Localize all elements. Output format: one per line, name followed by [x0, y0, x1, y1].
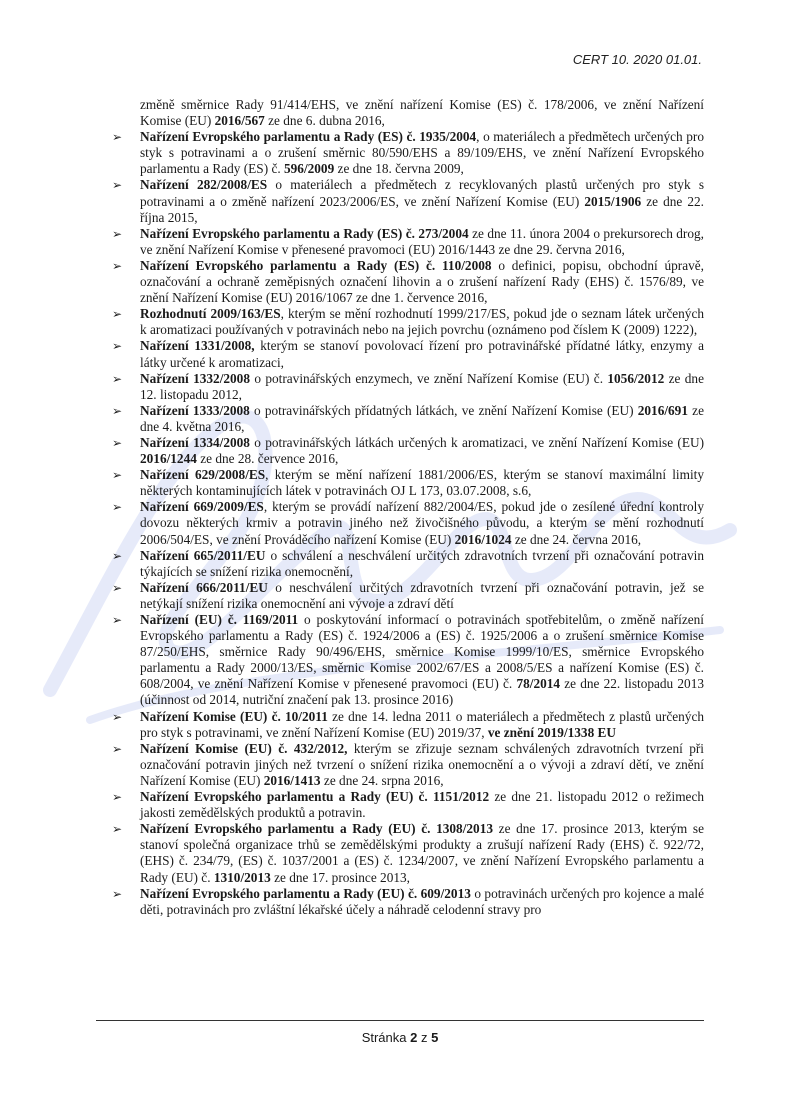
- item-text: ze dne 17. prosince 2013,: [270, 869, 410, 885]
- document-reference: CERT 10. 2020 01.01.: [572, 52, 702, 67]
- regulation-reference: 1056/2012: [607, 370, 665, 386]
- list-item: [112, 129, 704, 177]
- list-item: [112, 177, 704, 225]
- regulation-reference: Nařízení 1333/2008: [140, 402, 250, 418]
- item-text: o potravinářských enzymech, ve znění Nařízení Komise (EU) č.: [249, 370, 608, 386]
- regulation-reference: Nařízení Evropského parlamentu a Rady (EU) č. 609/2013: [140, 885, 471, 901]
- list-item: [112, 371, 704, 403]
- regulation-reference: Nařízení 629/2008/ES: [140, 467, 266, 483]
- item-text: o schválení a neschválení určitých zdravotních tvrzení při označování potravin týkajících se snížení rizika onemocnění,: [140, 547, 704, 579]
- list-item: [112, 338, 704, 370]
- regulation-reference: Nařízení 665/2011/EU: [140, 547, 266, 563]
- list-item: [112, 709, 704, 741]
- page-current: 2: [410, 1030, 418, 1045]
- bullet-arrow-icon: ➢: [112, 500, 123, 515]
- regulation-list: [112, 97, 704, 918]
- regulation-reference: Nařízení Evropského parlamentu a Rady (ES) č. 273/2004: [140, 225, 469, 241]
- bullet-arrow-icon: ➢: [112, 307, 123, 322]
- regulation-reference: ve znění 2019/1338 EU: [487, 724, 617, 740]
- item-text: ze dne 22. října 2015,: [140, 193, 704, 225]
- list-item: [112, 886, 704, 918]
- page-total: 5: [431, 1030, 439, 1045]
- regulation-reference: 2015/1906: [584, 193, 642, 209]
- list-item: [112, 306, 704, 338]
- bullet-arrow-icon: ➢: [112, 226, 123, 241]
- list-item: [112, 467, 704, 499]
- bullet-arrow-icon: ➢: [112, 548, 123, 563]
- item-text: ze dne 22. listopadu 2013 (účinnost od 2014, nutriční značení pak 13. prosince 2016): [140, 676, 704, 708]
- item-text: ze dne 11. února 2004 o prekursorech drog, ve znění Nařízení Komise v přenesené pravomoci (EU) 2016/1443 ze dne 29. června 2016,: [140, 225, 704, 257]
- item-text: ze dne 18. června 2009,: [334, 161, 464, 177]
- item-text: o potravinách určených pro kojence a malé děti, potravinách pro zvláštní lékařské účely a náhradě celodenní stravy pro: [140, 885, 704, 917]
- item-text: o potravinářských látkách určených k aromatizaci, ve znění Nařízení Komise (EU): [249, 434, 704, 450]
- regulation-reference: Nařízení 282/2008/ES: [140, 177, 268, 193]
- list-item: [112, 612, 704, 709]
- bullet-arrow-icon: ➢: [112, 741, 123, 756]
- bullet-arrow-icon: ➢: [112, 403, 123, 418]
- regulation-reference: 2016/1244: [140, 451, 197, 467]
- regulation-reference: Nařízení Evropského parlamentu a Rady (ES) č. 1935/2004: [140, 129, 477, 145]
- page-number: [0, 1030, 800, 1045]
- item-text: ze dne 21. listopadu 2012 o režimech jakosti zemědělských produktů a potravin.: [140, 789, 704, 821]
- list-item: [112, 821, 704, 885]
- item-text: kterým se zřizuje seznam schválených zdravotních tvrzení při označování potravin jiných než tvrzení o snížení rizika onemocnění a o vývoji a zdraví dětí, ve znění Nařízení Komise (EU): [140, 740, 704, 788]
- list-item: [112, 741, 704, 789]
- item-text: o neschválení určitých zdravotních tvrzení při označování potravin, jež se netýkají snížení rizika onemocnění ani vývoje a zdraví dětí: [140, 579, 704, 611]
- item-text: ze dne 4. května 2016,: [140, 402, 704, 434]
- regulation-reference: 596/2009: [284, 161, 335, 177]
- list-item: [112, 226, 704, 258]
- item-text: ze dne 24. června 2016,: [511, 531, 642, 547]
- footer-divider: [96, 1020, 704, 1021]
- bullet-arrow-icon: ➢: [112, 790, 123, 805]
- page-separator: z: [417, 1030, 432, 1045]
- regulation-reference: Rozhodnutí 2009/163/ES: [140, 306, 281, 322]
- bullet-arrow-icon: ➢: [112, 886, 123, 901]
- list-item: [112, 499, 704, 547]
- list-item: [112, 403, 704, 435]
- item-text: ze dne 24. srpna 2016,: [320, 772, 444, 788]
- list-item: [112, 548, 704, 580]
- item-text: změně směrnice Rady 91/414/EHS, ve znění nařízení Komise (ES) č. 178/2006, ve znění Nařízení Komise (EU): [140, 97, 704, 129]
- regulation-reference: Nařízení Komise (EU) č. 10/2011: [140, 708, 328, 724]
- regulation-reference: Nařízení 666/2011/EU: [140, 579, 268, 595]
- bullet-arrow-icon: ➢: [112, 435, 123, 450]
- item-text: o definici, popisu, obchodní úpravě, označování a ochraně zeměpisných označení lihovin a o zrušení nařízení Rady (EHS) č. 1576/89, ve znění Nařízení Komise (EU) 2016/1067 ze dne 1. července 2016,: [140, 257, 704, 306]
- regulation-reference: Nařízení 669/2009/ES: [140, 499, 264, 515]
- bullet-arrow-icon: ➢: [112, 371, 123, 386]
- bullet-arrow-icon: ➢: [112, 178, 123, 193]
- item-text: kterým se stanoví povolovací řízení pro potravinářské přídatné látky, enzymy a látky určené k aromatizaci,: [140, 338, 704, 370]
- list-item: [112, 580, 704, 612]
- regulation-reference: Nařízení Komise (EU) č. 432/2012,: [140, 740, 348, 756]
- item-text: , kterým se mění rozhodnutí 1999/217/ES, pokud jde o seznam látek určených k aromatizaci používaných v potravinách nebo na jejich povrchu (oznámeno pod číslem K (2009) 1222),: [140, 306, 704, 338]
- regulation-reference: Nařízení Evropského parlamentu a Rady (EU) č. 1308/2013: [140, 821, 493, 837]
- list-item: [112, 258, 704, 306]
- item-text: ze dne 14. ledna 2011 o materiálech a předmětech z plastů určených pro styk s potravinami, ve znění Nařízení Komise (EU) 2019/37,: [140, 708, 704, 740]
- bullet-arrow-icon: ➢: [112, 709, 123, 724]
- regulation-reference: Nařízení (EU) č. 1169/2011: [140, 612, 299, 627]
- list-item: [112, 435, 704, 467]
- bullet-arrow-icon: ➢: [112, 468, 123, 483]
- regulation-reference: 2016/1413: [263, 772, 321, 788]
- bullet-arrow-icon: ➢: [112, 339, 123, 354]
- regulation-reference: Nařízení 1331/2008,: [140, 338, 255, 354]
- regulation-reference: Nařízení Evropského parlamentu a Rady (ES) č. 110/2008: [140, 257, 492, 273]
- list-item: [112, 789, 704, 821]
- item-text: , o materiálech a předmětech určených pro styk s potravinami a o zrušení směrnic 80/590/EHS a 89/109/EHS, ve znění Nařízení Evropského parlamentu a Rady (ES) č.: [140, 129, 704, 177]
- item-text: ze dne 12. listopadu 2012,: [140, 370, 704, 402]
- bullet-arrow-icon: ➢: [112, 822, 123, 837]
- bullet-arrow-icon: ➢: [112, 613, 123, 627]
- item-text: o poskytování informací o potravinách spotřebitelům, o změně nařízení Evropského parlamentu a Rady (ES) č. 1924/2006 a (ES) č. 1925/2006 a o zrušení směrnice Komise 87/250/EHS, směrnice Rady 90/496/EHS, směrnice Komise 1999/10/ES, směrnice Evropského parlamentu a Rady 2000/13/ES, směrnic Komise 2002/67/ES a 2008/5/ES a nařízení Komise (ES) č. 608/2004, ve znění Nařízení Komise v přenesené pravomoci (EU) č.: [140, 612, 705, 692]
- regulation-reference: 1310/2013: [213, 869, 271, 885]
- item-text: , kterým se mění nařízení 1881/2006/ES, kterým se stanoví maximální limity některých kontaminujících látek v potravinách OJ L 173, 03.07.2008, s.6,: [140, 467, 704, 499]
- item-text: ze dne 17. prosince 2013, kterým se stanoví společná organizace trhů se zemědělskými produkty a zrušují nařízení Rady (EHS) č. 922/72, (EHS) č. 234/79, (ES) č. 1037/2001 a (ES) č. 1234/2007, ve znění Nařízení Evropského parlamentu a Rady (EU) č.: [140, 821, 704, 885]
- list-item-continuation: [112, 97, 704, 129]
- bullet-arrow-icon: ➢: [112, 258, 123, 273]
- bullet-arrow-icon: ➢: [112, 580, 123, 595]
- item-text: ze dne 6. dubna 2016,: [264, 113, 385, 129]
- regulation-reference: Nařízení Evropského parlamentu a Rady (EU) č. 1151/2012: [140, 789, 490, 805]
- bullet-arrow-icon: ➢: [112, 130, 123, 145]
- item-text: ze dne 28. července 2016,: [196, 451, 339, 467]
- item-text: , kterým se provádí nařízení 882/2004/ES, pokud jde o zesílené úřední kontroly dovozu některých krmiv a potravin jiného než živočišného původu, a kterým se mění rozhodnutí 2006/504/ES, ve znění Prováděcího nařízení Komise (EU): [140, 499, 704, 547]
- page-label: Stránka: [361, 1030, 411, 1045]
- regulation-reference: 2016/1024: [454, 531, 512, 547]
- regulation-reference: 2016/691: [637, 402, 688, 418]
- regulation-reference: Nařízení 1332/2008: [140, 370, 250, 386]
- item-text: o materiálech a předmětech z recyklovaných plastů určených pro styk s potravinami a o změně nařízení 2023/2006/ES, ve znění Nařízení Komise (EU): [140, 177, 704, 209]
- regulation-reference: 2016/567: [214, 113, 265, 129]
- regulation-reference: 78/2014: [516, 676, 561, 692]
- item-text: o potravinářských přídatných látkách, ve znění Nařízení Komise (EU): [249, 402, 638, 418]
- regulation-reference: Nařízení 1334/2008: [140, 434, 250, 450]
